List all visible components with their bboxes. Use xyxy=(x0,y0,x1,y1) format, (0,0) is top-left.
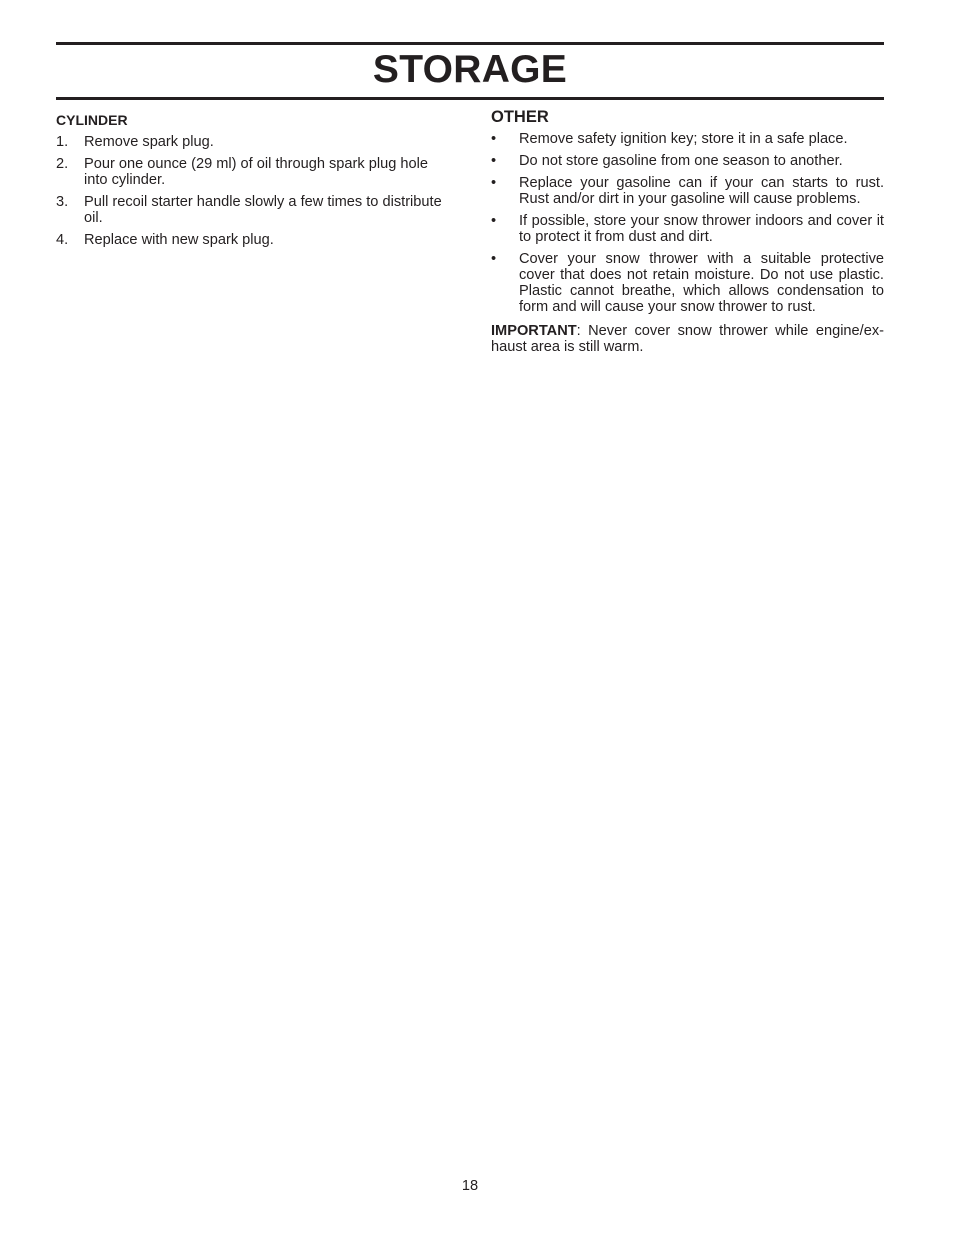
other-heading: OTHER xyxy=(491,108,549,126)
step-number: 3. xyxy=(56,194,69,210)
bullet: • xyxy=(491,251,497,267)
step-text: Pull recoil starter handle slowly a few times to distribute oil. xyxy=(84,194,442,226)
page-number: 18 xyxy=(461,1178,479,1194)
step-number: 1. xyxy=(56,134,69,150)
important-label: IMPORTANT xyxy=(491,323,577,339)
cylinder-heading: CYLINDER xyxy=(56,112,128,128)
step-number: 4. xyxy=(56,232,69,248)
important-text: : Never cover snow thrower while engine/ex-haust area is still warm. xyxy=(491,323,884,355)
list-item xyxy=(491,251,884,315)
other-section xyxy=(491,108,884,355)
page-title: STORAGE xyxy=(372,48,568,91)
other-items xyxy=(491,131,884,315)
bullet: • xyxy=(491,131,497,147)
list-item xyxy=(56,156,450,188)
step-text: Remove spark plug. xyxy=(84,134,214,150)
bullet: • xyxy=(491,213,497,229)
item-text: Cover your snow thrower with a suitable protective cover that does not retain moisture. Do not use plastic. Plastic cannot breathe, which allows condensation to form and will cause your snow thrower to rust. xyxy=(519,251,884,315)
title-rule-top xyxy=(56,42,884,45)
list-item xyxy=(491,175,884,207)
list-item xyxy=(491,213,884,245)
list-item xyxy=(491,131,884,147)
list-item xyxy=(56,232,450,248)
list-item xyxy=(56,134,450,150)
step-text: Replace with new spark plug. xyxy=(84,232,274,248)
item-text: Replace your gasoline can if your can starts to rust. Rust and/or dirt in your gasoline will cause problems. xyxy=(519,175,884,207)
title-rule-bottom xyxy=(56,97,884,100)
bullet: • xyxy=(491,153,497,169)
list-item xyxy=(491,153,884,169)
important-note xyxy=(491,323,884,355)
item-text: Do not store gasoline from one season to another. xyxy=(519,153,843,169)
bullet: • xyxy=(491,175,497,191)
step-number: 2. xyxy=(56,156,69,172)
step-text: Pour one ounce (29 ml) of oil through spark plug hole into cylinder. xyxy=(84,156,428,188)
item-text: If possible, store your snow thrower indoors and cover it to protect it from dust and dirt. xyxy=(519,213,884,245)
cylinder-section xyxy=(56,108,450,254)
item-text: Remove safety ignition key; store it in a safe place. xyxy=(519,131,848,147)
list-item xyxy=(56,194,450,226)
cylinder-steps xyxy=(56,134,450,248)
